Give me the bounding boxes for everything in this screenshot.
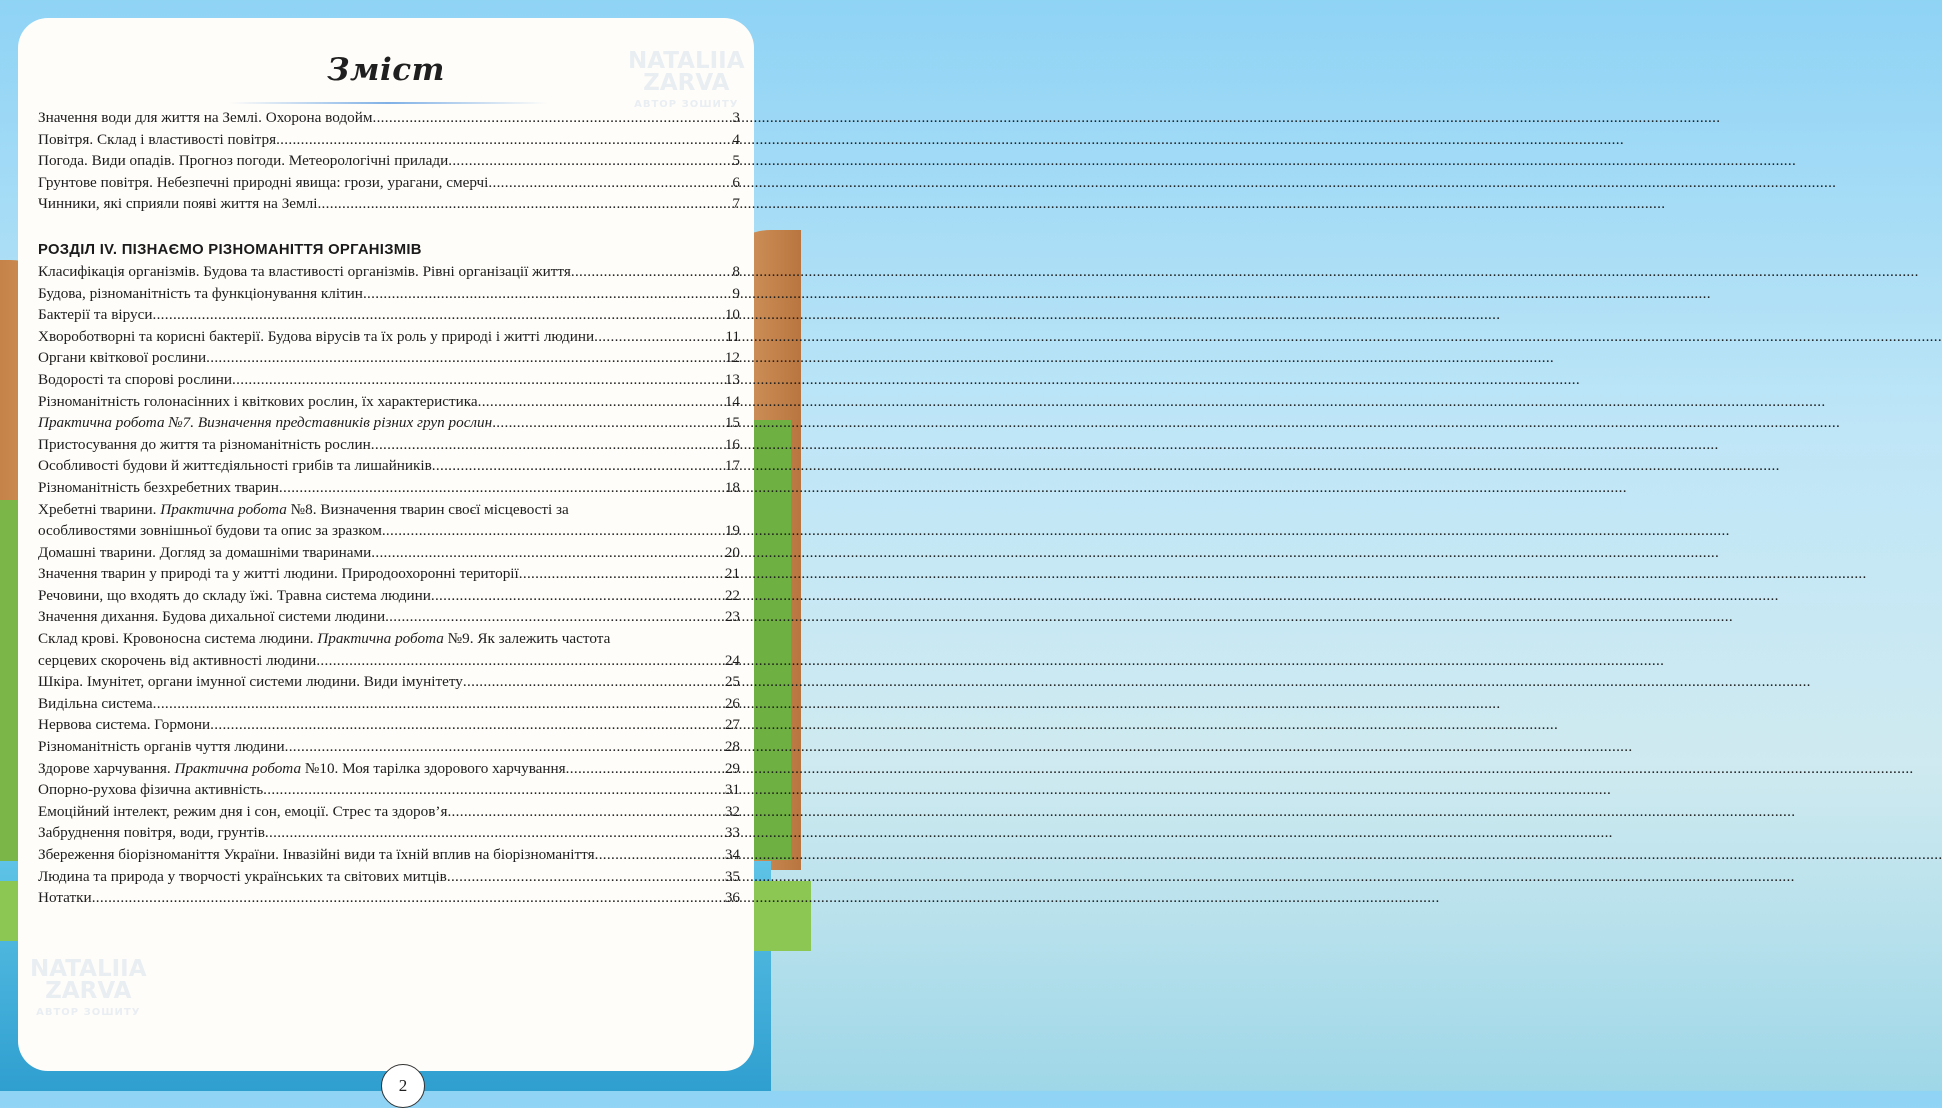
toc-entry[interactable] [38, 477, 740, 499]
toc-entry-text: Різноманітність голонасінних і квіткових рослин, їх характеристика [38, 392, 478, 410]
toc-entry-title [38, 193, 317, 215]
toc-entry[interactable] [38, 822, 740, 844]
toc-entry-text: Чинники, які сприяли появі життя на Землі [38, 195, 318, 213]
toc-page-number: 33 [724, 824, 740, 842]
toc-dot-leader [263, 779, 724, 801]
toc-entry-title [38, 671, 463, 693]
toc-page-number: 25 [724, 673, 740, 691]
toc-dot-leader [371, 434, 724, 456]
toc-dot-leader [152, 304, 723, 326]
toc-entry[interactable] [38, 150, 740, 172]
toc-entry[interactable] [38, 693, 740, 715]
toc-entry-title [38, 499, 569, 521]
toc-entry-text: Водорості та спорові рослини [38, 370, 233, 388]
toc-page-number: 36 [724, 889, 740, 907]
toc-dot-leader [463, 671, 724, 693]
toc-dot-leader [371, 542, 724, 564]
watermark-line2: ZARVA [45, 978, 132, 1004]
toc-entry-title [38, 693, 153, 715]
toc-entry-italic: Практична робота [317, 630, 444, 648]
toc-dot-leader [92, 887, 724, 909]
toc-entry-title [38, 172, 488, 194]
toc-entry-text: Різноманітність безхребетних тварин [38, 478, 279, 496]
toc-entry[interactable] [38, 391, 740, 413]
toc-entry-text: Речовини, що входять до складу їжі. Травна система людини [38, 586, 431, 604]
toc-entry[interactable] [38, 283, 740, 305]
toc-page-number: 29 [724, 759, 740, 777]
toc-entry-text: Особливості будови й життєдіяльності грибів та лишайників [38, 457, 432, 475]
toc-entry-title [38, 822, 265, 844]
toc-page-number: 8 [732, 262, 740, 280]
toc-dot-leader [447, 801, 723, 823]
toc-page-number: 7 [732, 195, 740, 213]
toc-entry-title [38, 606, 385, 628]
toc-page-number: 21 [724, 565, 740, 583]
toc-entry-title [38, 585, 431, 607]
toc-entry[interactable] [38, 369, 740, 391]
toc-entry[interactable] [38, 758, 740, 780]
page-title: Зміст [327, 52, 445, 88]
toc-entry-text: Бактерії та віруси [38, 306, 153, 324]
watermark-line3: АВТОР ЗОШИТУ [634, 99, 739, 110]
toc-page-number: 20 [724, 543, 740, 561]
toc-entry-title [38, 347, 206, 369]
toc-entry-text: Органи квіткової рослини [38, 349, 207, 367]
toc-entry[interactable] [38, 628, 740, 650]
toc-page-number: 3 [732, 109, 740, 126]
toc-entry-title [38, 261, 571, 283]
toc-page-number: 34 [724, 846, 740, 863]
toc-entry-title [38, 714, 210, 736]
toc-dot-leader [595, 844, 724, 866]
toc-dot-leader [431, 585, 724, 607]
toc-dot-leader [385, 606, 724, 628]
toc-entry-title [38, 563, 519, 585]
toc-entry-title [38, 844, 595, 866]
toc-entry[interactable] [38, 261, 740, 283]
toc-page-number: 11 [725, 327, 740, 345]
toc-entry-title [38, 866, 447, 888]
toc-dot-leader [317, 193, 731, 215]
toc-entry[interactable] [38, 172, 740, 194]
toc-entry-text: Класифікація організмів. Будова та властивості організмів. Рівні організації життя [38, 262, 571, 280]
toc-entry-title [38, 520, 382, 542]
watermark-line1: NATALIIA [30, 956, 147, 982]
toc-entry-text: №10. Моя тарілка здорового харчування [301, 759, 566, 777]
toc-entry-title [38, 107, 372, 129]
toc-entry[interactable] [38, 844, 740, 866]
toc-dot-leader [265, 822, 724, 844]
toc-entry[interactable] [38, 455, 740, 477]
toc-entry-title [38, 628, 610, 650]
table-of-contents [38, 107, 740, 909]
toc-entry[interactable] [38, 326, 740, 348]
toc-dot-leader [594, 326, 724, 348]
toc-entry-title [38, 887, 92, 909]
toc-dot-leader [488, 172, 731, 194]
toc-page-number: 19 [724, 522, 740, 540]
toc-page-number: 27 [724, 716, 740, 734]
toc-entry[interactable] [38, 193, 740, 215]
toc-entry-title [38, 369, 232, 391]
toc-entry-text: Пристосування до життя та різноманітність рослин [38, 435, 371, 453]
toc-page-number: 6 [732, 173, 740, 191]
watermark-line3: АВТОР ЗОШИТУ [36, 1007, 141, 1018]
toc-page-number: 32 [724, 802, 740, 820]
toc-entry-text: Хребетні тварини. [38, 500, 161, 518]
toc-entry-text: Будова, різноманітність та функціонування клітин [38, 284, 363, 302]
toc-entry[interactable] [38, 347, 740, 369]
toc-entry[interactable] [38, 779, 740, 801]
toc-entry[interactable] [38, 107, 740, 129]
toc-dot-leader [279, 477, 724, 499]
toc-dot-leader [206, 347, 724, 369]
toc-page-number: 16 [724, 435, 740, 453]
toc-entry[interactable] [38, 520, 740, 542]
toc-entry-text: Людина та природа у творчості українських та світових митців [38, 867, 447, 885]
toc-dot-leader [372, 107, 731, 129]
toc-entry-italic: Практична робота [160, 500, 287, 518]
toc-dot-leader [153, 693, 724, 715]
watermark-line1: NATALIIA [628, 48, 745, 74]
toc-dot-leader [382, 520, 724, 542]
toc-entry-text: Збереження біорізноманіття України. Інвазійні види та їхній вплив на біорізноманіття [38, 846, 595, 863]
toc-dot-leader [316, 650, 723, 672]
toc-intro-list [38, 107, 740, 215]
toc-entry-text: Хвороботворні та корисні бактерії. Будова вірусів та їх роль у природі і житті людини [38, 327, 595, 345]
toc-entry-title [38, 477, 279, 499]
toc-entry[interactable] [38, 801, 740, 823]
toc-entry-text: Значення дихання. Будова дихальної системи людини [38, 608, 386, 626]
toc-entry[interactable] [38, 585, 740, 607]
toc-entry-title [38, 304, 152, 326]
toc-entry[interactable] [38, 606, 740, 628]
toc-dot-leader [232, 369, 724, 391]
toc-entry-title [38, 542, 371, 564]
toc-dot-leader [285, 736, 724, 758]
toc-entry[interactable] [38, 563, 740, 585]
toc-entry-text: Забруднення повітря, води, грунтів [38, 824, 265, 842]
toc-entry-title [38, 801, 447, 823]
toc-page-number: 22 [724, 586, 740, 604]
toc-entry-text: Повітря. Склад і властивості повітря [38, 130, 277, 148]
toc-page-number: 9 [732, 284, 740, 302]
toc-page-number: 4 [732, 130, 740, 148]
section-heading: РОЗДІЛ IV. ПІЗНАЄМО РІЗНОМАНІТТЯ ОРГАНІЗМІВ [38, 241, 422, 258]
toc-entry-text: особливостями зовнішньої будови та опис за зразком [38, 522, 382, 540]
toc-dot-leader [492, 412, 724, 434]
toc-page-number: 5 [732, 152, 740, 170]
toc-entry-text: Здорове харчування. [38, 759, 175, 777]
toc-entry[interactable] [38, 304, 740, 326]
toc-page-number: 28 [724, 738, 740, 756]
toc-entry-title [38, 412, 492, 434]
toc-entry-title [38, 455, 432, 477]
toc-entry-title [38, 434, 371, 456]
toc-entry-title [38, 326, 594, 348]
toc-page-number: 24 [724, 651, 740, 669]
toc-entry-text: серцевих скорочень від активності людини [38, 651, 317, 669]
toc-entry-text: Нервова система. Гормони [38, 716, 211, 734]
toc-entry-text: №9. Як залежить частота [443, 630, 611, 648]
toc-entry-text: Погода. Види опадів. Прогноз погоди. Метеорологічні прилади [38, 152, 449, 170]
toc-entry-title [38, 150, 448, 172]
toc-entry[interactable] [38, 499, 740, 521]
toc-entry-title [38, 736, 285, 758]
toc-dot-leader [571, 261, 732, 283]
toc-entry-text: Значення тварин у природі та у житті людини. Природоохоронні території [38, 565, 519, 583]
toc-dot-leader [448, 150, 731, 172]
content-card [18, 18, 754, 1095]
toc-entry[interactable] [38, 671, 740, 693]
toc-dot-leader [566, 758, 724, 780]
toc-entry[interactable] [38, 129, 740, 151]
toc-entry-text: Грунтове повітря. Небезпечні природні явища: грози, урагани, смерчі [38, 173, 489, 191]
toc-entry-title [38, 283, 363, 305]
toc-entry-text: Видільна система [38, 694, 153, 712]
watermark-line2: ZARVA [643, 70, 730, 96]
toc-page-number: 13 [724, 370, 740, 388]
toc-entry-title [38, 779, 263, 801]
toc-page-number: 14 [724, 392, 740, 410]
watermark-bottom [30, 958, 147, 1024]
toc-entry-text: Практична робота №7. Визначення представників різних груп рослин [38, 414, 493, 432]
toc-page-number: 23 [724, 608, 740, 626]
toc-entry[interactable] [38, 412, 740, 434]
toc-dot-leader [210, 714, 724, 736]
toc-entry[interactable] [38, 714, 740, 736]
toc-page-number: 12 [724, 349, 740, 367]
toc-page-number: 17 [724, 457, 740, 475]
toc-dot-leader [276, 129, 731, 151]
toc-entry-text: Шкіра. Імунітет, органи імунної системи людини. Види імунітету [38, 673, 463, 691]
toc-entry[interactable] [38, 650, 740, 672]
toc-entry-title [38, 129, 276, 151]
toc-page-number: 31 [724, 781, 740, 799]
toc-page-number: 10 [724, 306, 740, 324]
toc-page-number: 18 [724, 478, 740, 496]
toc-entry-text: Нотатки [38, 889, 92, 907]
toc-entry-title [38, 650, 316, 672]
toc-entry-text: Емоційний інтелект, режим дня і сон, емоції. Стрес та здоров’я [38, 802, 448, 820]
toc-entry-title [38, 391, 478, 413]
title-underline [228, 102, 548, 104]
toc-dot-leader [519, 563, 724, 585]
toc-entry-text: №8. Визначення тварин своєї місцевості за [286, 500, 569, 518]
toc-entry[interactable] [38, 736, 740, 758]
toc-entry-text: Опорно-рухова фізична активність [38, 781, 264, 799]
toc-entry-text: Склад крові. Кровоносна система людини. [38, 630, 318, 648]
toc-dot-leader [447, 866, 724, 888]
toc-dot-leader [432, 455, 724, 477]
toc-page-number: 35 [724, 867, 740, 885]
toc-entry-text: Значення води для життя на Землі. Охорона водойм [38, 109, 373, 126]
toc-entry-italic: Практична робота [174, 759, 302, 777]
toc-entry[interactable] [38, 887, 740, 909]
page-number: 2 [381, 1064, 425, 1108]
toc-entry-title [38, 758, 566, 780]
toc-page-number: 15 [724, 414, 740, 432]
toc-entry[interactable] [38, 542, 740, 564]
toc-section-list [38, 261, 740, 909]
toc-entry[interactable] [38, 866, 740, 888]
toc-dot-leader [478, 391, 724, 413]
toc-page-number: 26 [724, 694, 740, 712]
toc-entry[interactable] [38, 434, 740, 456]
toc-entry-text: Домашні тварини. Догляд за домашніми тваринами [38, 543, 372, 561]
toc-entry-text: Різноманітність органів чуття людини [38, 738, 285, 756]
toc-dot-leader [363, 283, 731, 305]
